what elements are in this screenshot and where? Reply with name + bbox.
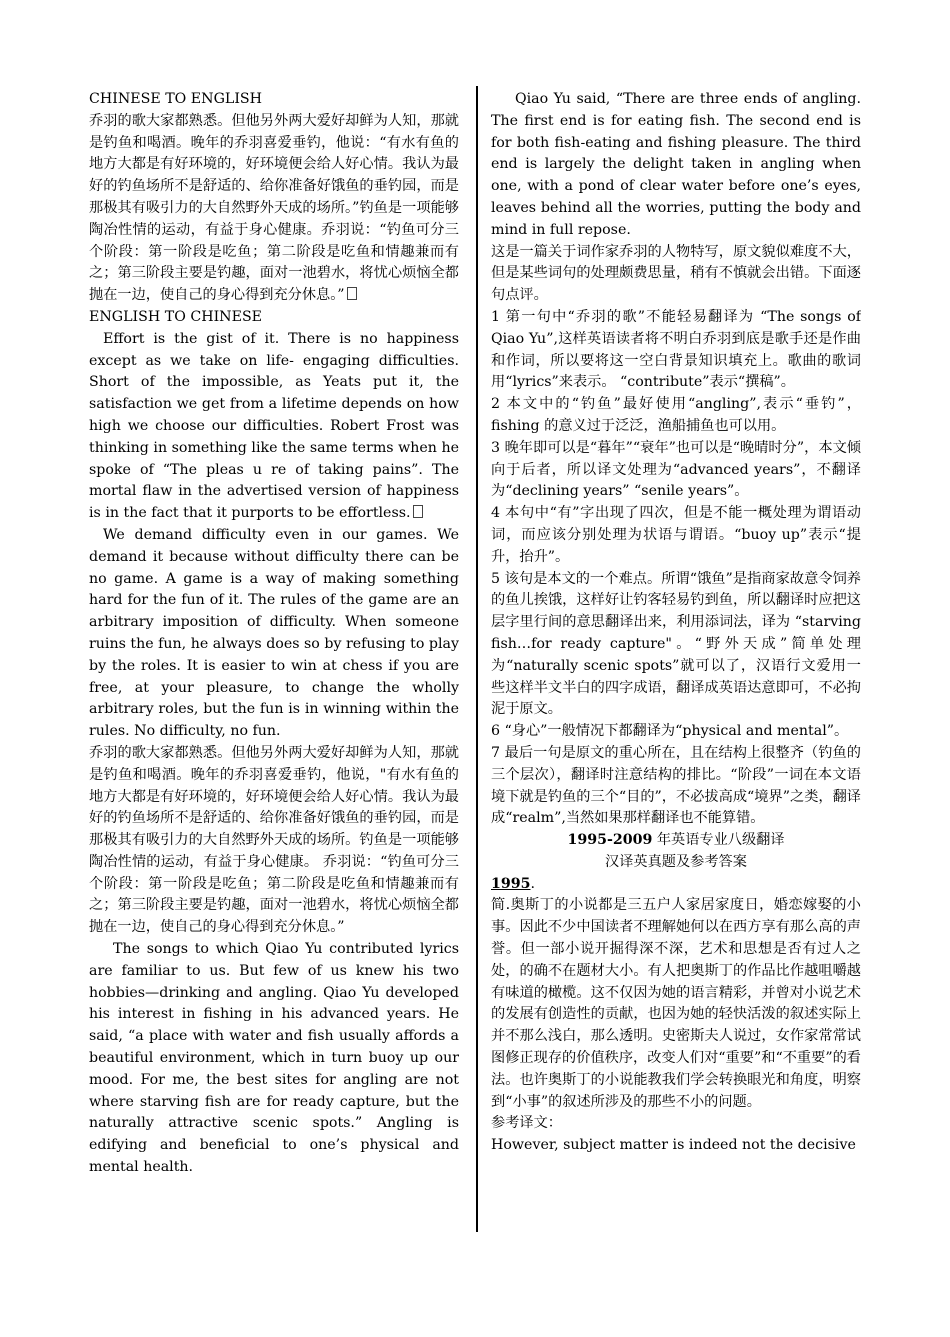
c2e-source-text [89,111,459,307]
translation-paragraph-2: Qiao Yu said, “There are three ends of angling. The first end is for eating fish. The second end is for both fish-eating and fishing pleasure. The third end is largely the delight taken in angling when one, with a pond of clear water before one’s eyes, leaves behind all the worries, putting the body and mind in full repose. [491,91,861,238]
left-column [89,89,459,1179]
box-mark-icon [413,505,423,518]
note-5: 5 该句是本文的一个难点。所谓“饿鱼”是指商家故意令饲养的鱼儿挨饿，这样好让钓客轻易钓到鱼，所以翻译时应把这层字里行间的意思翻译出来，利用添词法，译为 “starving fish…for ready capture"。“野外天成”简单处理为“naturally scenic spots”就可以了，汉语行文爱用一些这样半文半白的四字成语，翻译成英语达意即可，不必拘泥于原文。 [491,570,861,718]
note-1: 1 第一句中“乔羽的歌”不能轻易翻译为 “The songs of Qiao Yu”,这样英语读者将不明白乔羽到底是歌手还是作曲和作词，所以要将这一空白背景知识填充上。歌曲的歌词用“lyrics”来表示。 “contribute”表示“撰稿”。 [491,308,861,391]
note-7: 7 最后一句是原文的重心所在，且在结构上很整齐（钓鱼的三个层次），翻译时注意结构的排比。“阶段”一词在本文语境下就是钓鱼的三个“目的”，不必拔高成“境界”之类，翻译成“realm”,当然如果那样翻译也不能算错。 [491,744,861,827]
section-subtitle: 汉译英真题及参考答案 [605,853,747,870]
box-mark-icon [347,287,357,300]
c2e-source-repeat: 乔羽的歌大家都熟悉。但他另外两大爱好却鲜为人知，那就是钓鱼和喝酒。晚年的乔羽喜爱垂钓，他说，"有水有鱼的地方大都是有好环境的，好环境便会给人好心情。我认为最好的钓鱼场所不是舒适的、给你准备好饿鱼的垂钓园，而是那极其有吸引力的大自然野外天成的场所。钓鱼是一项能够陶冶性情的运动，有益于身心健康。 乔羽说：“钓鱼可分三个阶段：第一阶段是吃鱼；第二阶段是吃鱼和情趣兼而有之；第三阶段主要是钓趣，面对一池碧水，将忧心烦恼全都抛在一边，使自己的身心得到充分休息。” [89,744,459,936]
section-title-text: 年英语专业八级翻译 [652,832,785,849]
heading-english-to-chinese: ENGLISH TO CHINESE [89,308,263,325]
year-label: 1995 [491,875,531,892]
year-label-suffix: . [530,875,536,892]
translation-paragraph-1: The songs to which Qiao Yu contributed lyrics are familiar to us. But few of us knew his two hobbies—drinking and angling. Qiao Yu developed his interest in fishing in his advanced years. He said, “a place with water and fish usually affords a beautiful environment, which in turn buoy up our mood. For me, the best sites for angling are not where starving fish are for ready capture, but the naturally attractive scenic spots.” Angling is edifying and beneficial to one’s physical and mental health. [89,941,459,1176]
note-2: 2 本文中的“钓鱼”最好使用“angling”,表示“垂钓”，fishing 的意义过于泛泛，渔船捕鱼也可以用。 [491,396,861,434]
e2c-paragraph-2: We demand difficulty even in our games. We demand it because without difficulty there can be no game. A game is a way of making something hard for the fun of it. The rules of the game are an arbitrary imposition of difficulty. When someone ruins the fun, he always does so by refusing to play by the roles. It is easier to win at chess if you are free, at your pleasure, to change the wholly arbitrary roles, but the fun is in winning within the rules. No difficulty, no fun. [89,526,459,740]
c2e-source-body: 乔羽的歌大家都熟悉。但他另外两大爱好却鲜为人知，那就是钓鱼和喝酒。晚年的乔羽喜爱垂钓，他说：“有水有鱼的地方大都是有好环境的，好环境便会给人好心情。我认为最好的钓鱼场所不是舒适的、给你准备好饿鱼的垂钓园，而是那极其有吸引力的大自然野外天成的场所。”钓鱼是一项能够陶冶性情的运动，有益于身心健康。乔羽说：“钓鱼可分三个阶段：第一阶段是吃鱼；第二阶段是吃鱼和情趣兼而有之；第三阶段主要是钓趣，面对一池碧水，将忧心烦恼全都抛在一边，使自己的身心得到充分休息。” [89,112,459,304]
note-3: 3 晚年即可以是“暮年”“衰年”也可以是“晚晴时分”，本文倾向于后者，所以译文处理为“advanced years”，不翻译为“declining years” “senile years”。 [491,439,861,500]
column-divider [476,86,478,1232]
right-column [491,89,861,1157]
passage-1995: 简.奥斯丁的小说都是三五户人家居家度日，婚恋嫁娶的小事。因此不少中国读者不理解她何以在西方享有那么高的声誉。但一部小说开掘得深不深，艺术和思想是否有过人之处，的确不在题材大小。有人把奥斯丁的作品比作越咀嚼越有味道的橄榄。这不仅因为她的语言精彩，并曾对小说艺术的发展有创造性的贡献，也因为她的轻快活泼的叙述实际上并不那么浅白，那么透明。史密斯夫人说过，女作家常常试图修正现存的价值秩序，改变人们对“重要”和“不重要”的看法。也许奥斯丁的小说能教我们学会转换眼光和角度，明察到“小事”的叙述所涉及的那些不小的问题。 [491,897,861,1110]
section-title-years: 1995-2009 [567,832,653,849]
note-6: 6 “身心”一般情况下都翻译为“physical and mental”。 [491,723,849,740]
section-title [491,830,861,852]
reference-label: 参考译文： [491,1115,562,1132]
e2c-paragraph-1-body: Effort is the gist of it. There is no happiness except as we take on life- engaging difficulties. Short of the impossible, as Yeats put it, the satisfaction we get from a lifetime depends on how high we choose our difficulties. Robert Frost was thinking in something like the same terms when he spoke of “The pleas u re of taking pains”. The mortal flaw in the advertised version of happiness is in the fact that it purports to be effortless. [89,330,459,522]
note-4: 4 本句中“有”字出现了四次，但是不能一概处理为谓语动词，而应该分别处理为状语与谓语。“buoy up”表示“提升，抬升”。 [491,505,861,565]
reference-translation-start: However, subject matter is indeed not the decisive [491,1137,856,1154]
heading-chinese-to-english: CHINESE TO ENGLISH [89,91,263,107]
year-heading [491,874,861,896]
commentary-intro: 这是一篇关于词作家乔羽的人物特写，原文貌似难度不大，但是某些词句的处理颇费思量，稍有不慎就会出错。下面逐句点评。 [491,243,861,304]
e2c-paragraph-1 [89,329,459,525]
